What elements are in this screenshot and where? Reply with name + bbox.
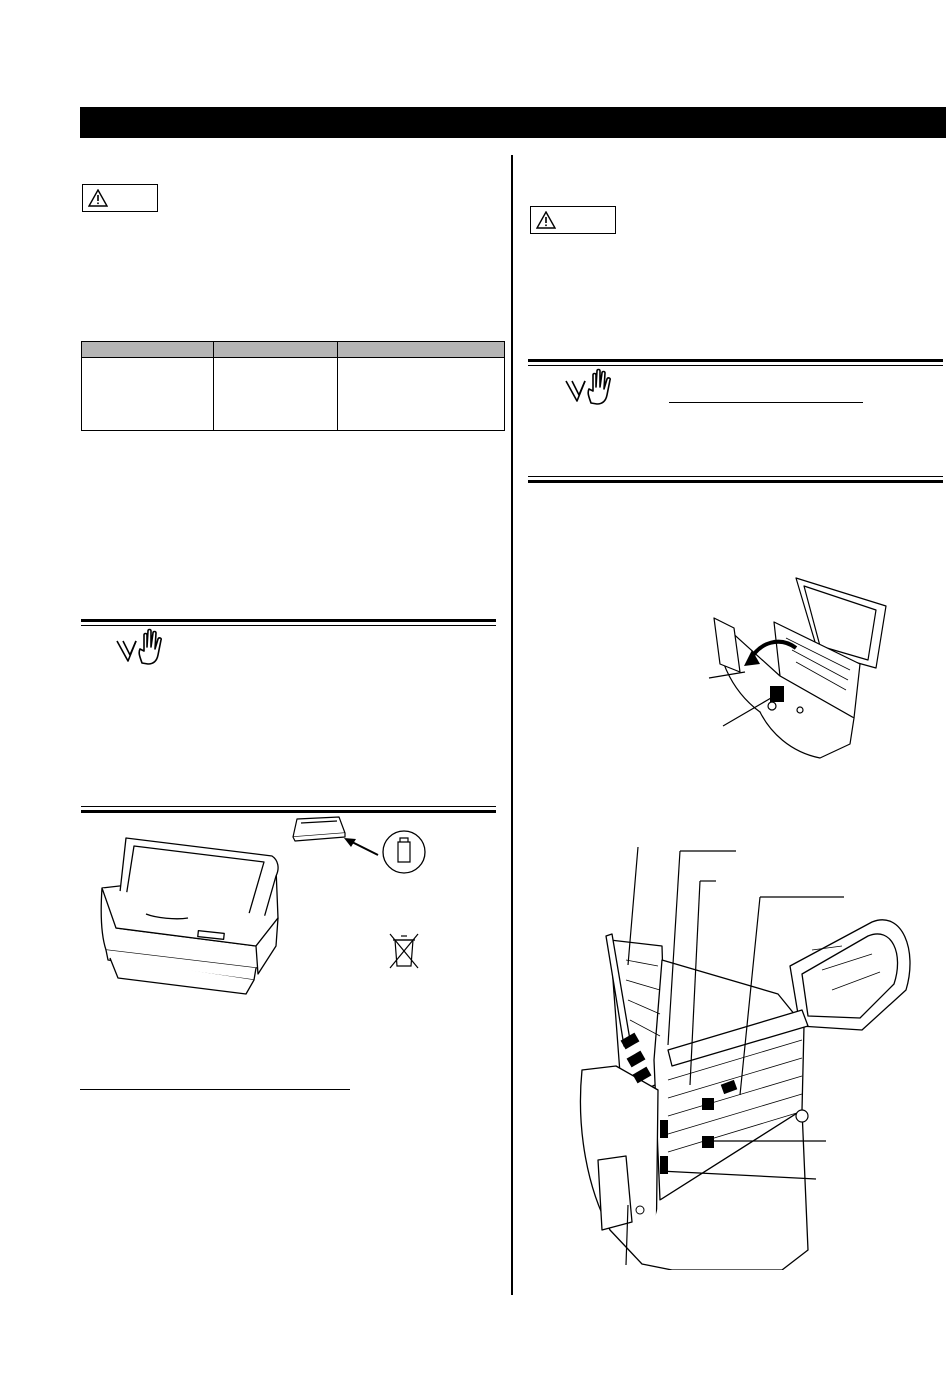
hint-rule-top-left: [81, 619, 496, 622]
table-header-cell: [338, 342, 505, 358]
footnote-rule-left: [80, 1089, 350, 1090]
scanner-open-cover-illustration: [700, 572, 900, 762]
no-disposal-icon: [387, 932, 421, 970]
table-cell: [214, 358, 338, 431]
callout-lines-1: [705, 668, 775, 728]
table-header-row: [82, 342, 505, 358]
hint-rule-top-right-2: [528, 365, 943, 366]
warning-triangle-icon: [536, 211, 556, 229]
scanner-closed-illustration: [96, 828, 286, 998]
hint-link-underline: [669, 402, 863, 403]
callout-lines-2: [620, 845, 870, 1285]
hint-rule-bottom-right-2: [528, 480, 943, 483]
hint-rule-bottom-left: [81, 806, 496, 807]
table-header-cell: [82, 342, 214, 358]
caution-box-right: [530, 206, 616, 234]
hand-hint-icon: [563, 367, 619, 407]
arrow-icon: [342, 835, 382, 859]
caution-box-left: [82, 184, 158, 212]
hint-rule-top-right: [528, 359, 943, 362]
column-divider: [511, 155, 513, 1295]
table-row: [82, 358, 505, 431]
table-cell: [82, 358, 214, 431]
hint-rule-top-left-2: [81, 625, 496, 626]
table-header-cell: [214, 342, 338, 358]
table-cell: [338, 358, 505, 431]
section-title: [80, 114, 88, 131]
hint-rule-bottom-right: [528, 476, 943, 477]
section-title-bar: [80, 107, 946, 138]
cleaner-bottle-icon: [380, 828, 428, 876]
warning-triangle-icon: [88, 189, 108, 207]
hand-hint-icon: [114, 627, 170, 667]
cleaning-materials-table: [81, 341, 505, 431]
cleaning-cloth-icon: [289, 813, 349, 843]
